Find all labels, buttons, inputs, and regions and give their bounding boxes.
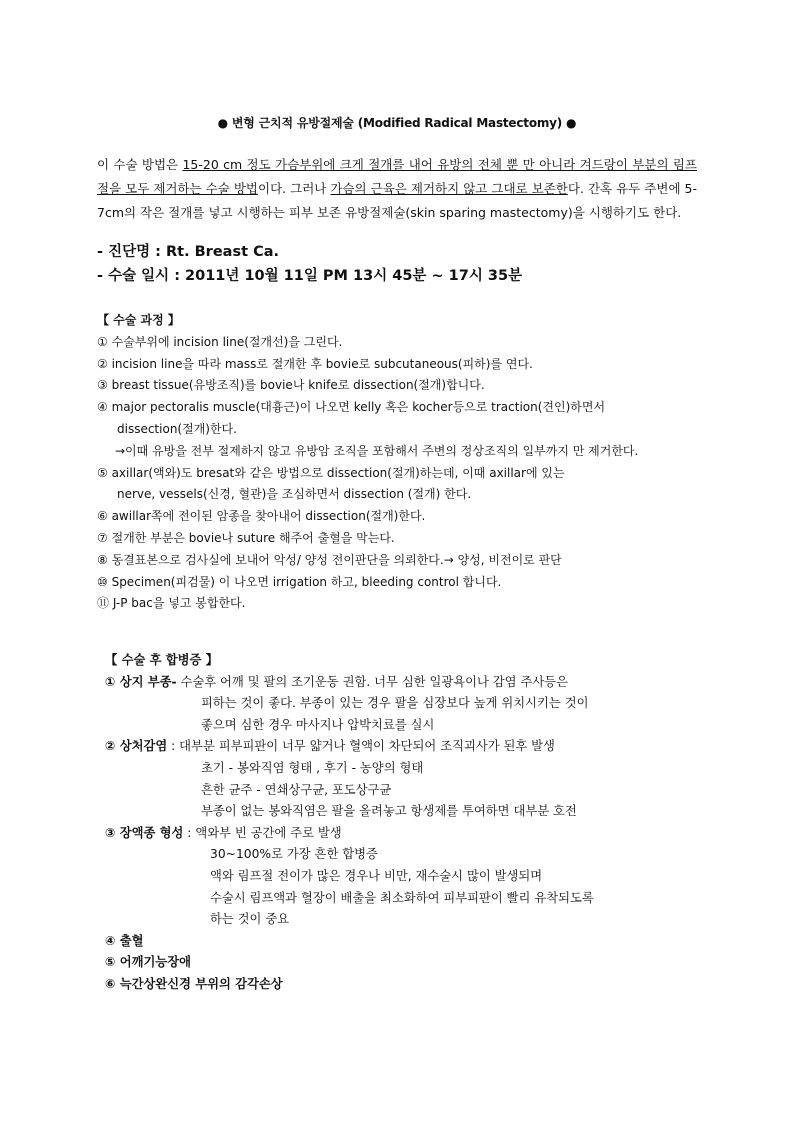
complication-text: 좋으며 심한 경우 마사지나 압박치료를 실시 xyxy=(201,717,435,732)
complication-text: 부종이 없는 봉와직염은 팔을 올려놓고 항생제를 투여하면 대부분 호전 xyxy=(201,804,577,819)
complication-item xyxy=(105,736,705,758)
step-item: ② incision line을 따라 mass로 절개한 후 bovie로 subcutaneous(피하)를 연다. xyxy=(97,356,533,371)
complication-term: ① 상지 부종- xyxy=(105,674,177,689)
complication-text: 흔한 균주 - 연쇄상구균, 포도상구균 xyxy=(201,782,392,797)
complication-item: ⑤ 어깨기능장애 xyxy=(105,955,191,970)
step-item: ④ major pectoralis muscle(대흉근)이 나오면 kelly 혹은 kocher등으로 traction(견인)하면서 xyxy=(97,400,606,415)
complications-section xyxy=(105,650,705,996)
step-item-continued: dissection(절개)한다. xyxy=(117,421,237,436)
step-item-note: →이때 유방을 전부 절제하지 않고 유방암 조직을 포함해서 주변의 정상조직의 일부까지 만 제거한다. xyxy=(115,443,639,458)
complication-text: 초기 - 봉와직염 형태 , 후기 - 농양의 형태 xyxy=(201,760,424,775)
complication-text: 피하는 것이 좋다. 부종이 있는 경우 팔을 심장보다 높게 위치시키는 것이 xyxy=(201,696,589,711)
document-title: ● 변형 근치적 유방절제술 (Modified Radical Mastectomy) ● xyxy=(217,116,577,130)
step-item: ⑥ awillar쪽에 전이된 암종을 찾아내어 dissection(절개)한다. xyxy=(97,509,426,524)
step-item: ⑤ axillar(액와)도 bresat와 같은 방법으로 dissection(절개)하는데, 이때 axillar에 있는 xyxy=(97,465,565,480)
diagnosis-line: - 진단명 : Rt. Breast Ca. xyxy=(97,244,280,260)
complication-text: 액와 림프절 전이가 많은 경우나 비만, 재수술시 많이 발생되며 xyxy=(210,868,543,883)
complication-term: ② 상처감염 xyxy=(105,739,168,754)
complication-item: ⑥ 늑간상완신경 부위의 감각손상 xyxy=(105,976,283,991)
surgery-time-line: - 수술 일시 : 2011년 10월 11일 PM 13시 45분 ~ 17시 35분 xyxy=(97,268,523,284)
intro-underline-1: 15-20 cm 정도 가슴부위에 크게 절개를 내어 유방의 전체 뿐 만 아니라 겨드랑이 부분의 림프절을 모두 제거하는 수술 방법 xyxy=(97,157,698,196)
complication-text: 30~100%로 가장 흔한 합병증 xyxy=(210,847,378,862)
surgery-steps xyxy=(97,310,697,615)
complication-text: : 액와부 빈 공간에 주로 발생 xyxy=(183,825,342,840)
step-item: ⑪ J-P bac을 넣고 봉합한다. xyxy=(97,596,246,611)
complication-text: 수술시 림프액과 혈장이 배출을 최소화하여 피부피판이 빨리 유착되도록 xyxy=(210,890,594,905)
intro-text: 이 수술 방법은 xyxy=(97,157,183,172)
intro-text: 이다. 그러나 xyxy=(258,181,331,196)
step-item: ① 수술부위에 incision line(절개선)을 그린다. xyxy=(97,334,343,349)
complication-text: 수술후 어깨 및 팔의 조기운동 권함. 너무 심한 일광욕이나 감염 주사등은 xyxy=(176,674,568,689)
intro-text: 다. 간혹 유두 주변에 5-7cm의 작은 절개를 넣고 시행하는 피부 보존 유방절제술(skin sparing mastectomy)을 시행하기도 한다. xyxy=(97,181,698,220)
step-item: ⑦ 절개한 부분은 bovie나 suture 해주어 출혈을 막는다. xyxy=(97,530,395,545)
complication-item xyxy=(105,672,705,694)
complications-header: 【 수술 후 합병증 】 xyxy=(105,653,218,667)
complication-text: 하는 것이 중요 xyxy=(210,912,290,927)
step-item: ⑧ 동결표본으로 검사실에 보내어 악성/ 양성 전이판단을 의뢰한다.→ 양성, 비전이로 판단 xyxy=(97,552,562,567)
complication-item xyxy=(105,823,705,845)
intro-paragraph xyxy=(97,153,697,225)
step-item-continued: nerve, vessels(신경, 혈관)을 조심하면서 dissection (절개) 한다. xyxy=(117,487,472,502)
complication-text: : 대부분 피부피판이 너무 얇거나 혈액이 차단되어 조직괴사가 된후 발생 xyxy=(167,739,555,754)
step-item: ③ breast tissue(유방조직)를 bovie나 knife로 dissection(절개)합니다. xyxy=(97,378,485,393)
complication-term: ③ 장액종 형성 xyxy=(105,825,184,840)
step-item: ⑩ Specimen(피검물) 이 나오면 irrigation 하고, bleeding control 합니다. xyxy=(97,574,502,589)
steps-header: 【 수술 과정 】 xyxy=(97,313,180,327)
complication-item: ④ 출혈 xyxy=(105,933,144,948)
intro-underline-2: 가슴의 근육은 제거하지 않고 그대로 보존한 xyxy=(330,181,568,196)
